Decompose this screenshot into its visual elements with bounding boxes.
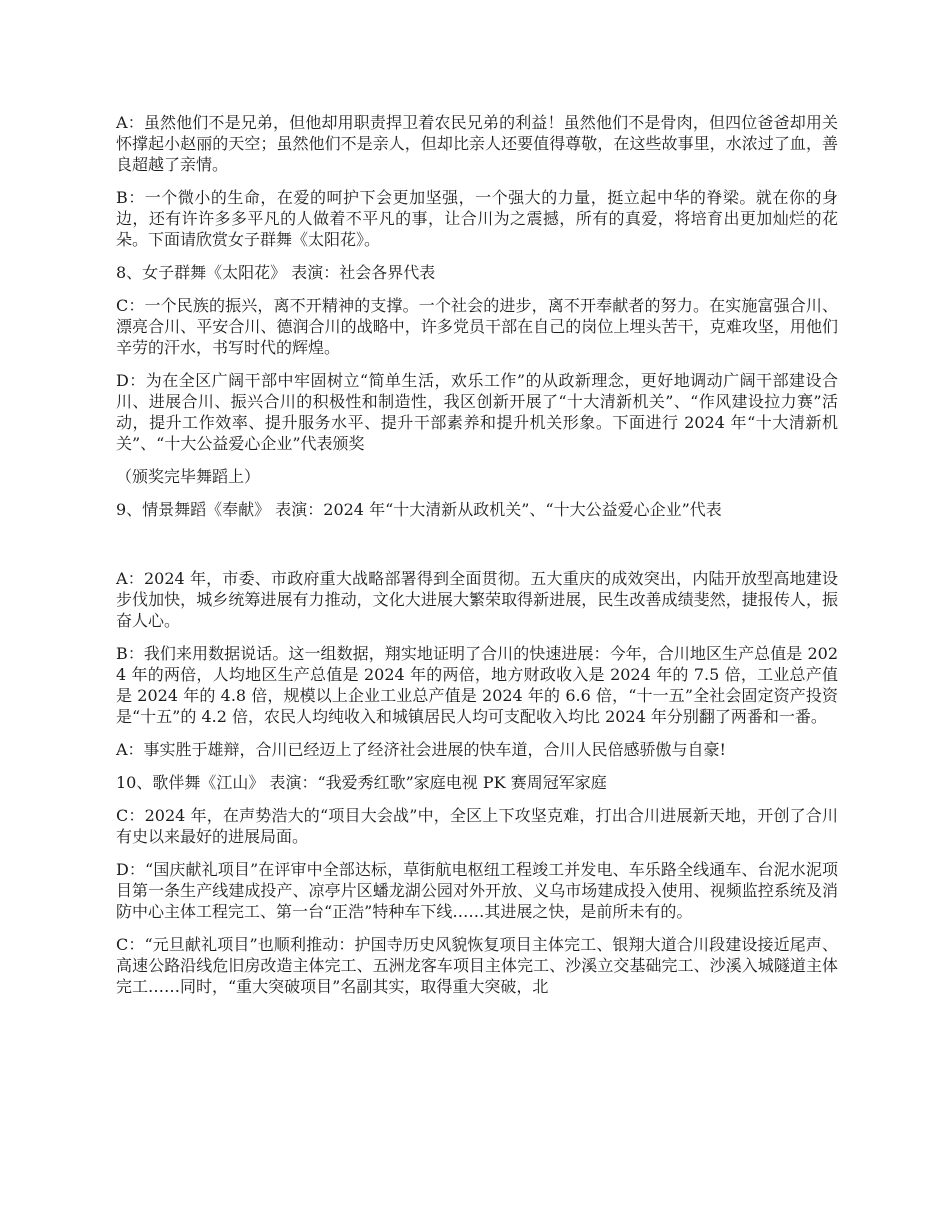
document-body	[116, 112, 838, 1009]
paragraph-d-national-day: D：“国庆献礼项目”在评审中全部达标，草街航电枢纽工程竣工并发电、车乐路全线通车、台泥水泥项目第一条生产线建成投产、凉亭片区蟠龙湖公园对外开放、义乌市场建成投入使用、视频监控系统及消防中心主体工程完工、第一台“正浩”特种车下线……其进展之快，是前所未有的。	[116, 860, 838, 921]
stage-direction: （颁奖完毕舞蹈上）	[116, 467, 261, 486]
program-item-10: 10、歌伴舞《江山》 表演：“我爱秀红歌”家庭电视 PK 赛周冠军家庭	[116, 773, 607, 792]
paragraph-c-projects: C：2024 年，在声势浩大的“项目大会战”中，全区上下攻坚克难，打出合川进展新天地，开创了合川有史以来最好的进展局面。	[116, 806, 838, 846]
paragraph-a-strategy: A：2024 年，市委、市政府重大战略部署得到全面贯彻。五大重庆的成效突出，内陆开放型高地建设步伐加快，城乡统筹进展有力推动，文化大进展大繁荣取得新进展，民生改善成绩斐然，捷报传人，振奋人心。	[116, 569, 838, 630]
program-item-9: 9、情景舞蹈《奉献》 表演：2024 年“十大清新从政机关”、“十大公益爱心企业”代表	[116, 500, 722, 519]
program-item-8: 8、女子群舞《太阳花》 表演：社会各界代表	[116, 263, 436, 282]
paragraph-b-life: B：一个微小的生命，在爱的呵护下会更加坚强，一个强大的力量，挺立起中华的脊梁。就在你的身边，还有许许多多平凡的人做着不平凡的事，让合川为之震撼，所有的真爱，将培育出更加灿烂的花朵。下面请欣赏女子群舞《太阳花》。	[116, 188, 838, 249]
paragraph-d-cadres: D：为在全区广阔干部中牢固树立“简单生活，欢乐工作”的从政新理念，更好地调动广阔干部建设合川、进展合川、振兴合川的积极性和制造性，我区创新开展了“十大清新机关”、“作风建设拉力赛”活动，提升工作效率、提升服务水平、提升干部素养和提升机关形象。下面进行 2024 年“十大清新机关”、“十大公益爱心企业”代表颁奖	[116, 371, 838, 453]
paragraph-b-statistics: B：我们来用数据说话。这一组数据，翔实地证明了合川的快速进展：今年，合川地区生产总值是 2024 年的两倍，人均地区生产总值是 2024 年的两倍，地方财政收入是 2024 年的 7.5 倍，工业总产值是 2024 年的 4.8 倍，规模以上企业工业总产值是 2024 年的 6.6 倍，“十一五”全社会固定资产投资是“十五”的 4.2 倍，农民人均纯收入和城镇居民人均可支配收入均比 2024 年分别翻了两番和一番。	[116, 644, 838, 726]
paragraph-c-new-year: C：“元旦献礼项目”也顺利推动：护国寺历史风貌恢复项目主体完工、银翔大道合川段建设接近尾声、高速公路沿线危旧房改造主体完工、五洲龙客车项目主体完工、沙溪立交基础完工、沙溪入城隧道主体完工……同时，“重大突破项目”名副其实，取得重大突破，北	[116, 935, 838, 996]
paragraph-a-brothers: A：虽然他们不是兄弟，但他却用职责捍卫着农民兄弟的利益！虽然他们不是骨肉，但四位爸爸却用关怀撑起小赵丽的天空；虽然他们不是亲人，但却比亲人还要值得尊敬，在这些故事里，水浓过了血，善良超越了亲情。	[116, 113, 838, 174]
paragraph-a-facts: A：事实胜于雄辩，合川已经迈上了经济社会进展的快车道，合川人民倍感骄傲与自豪!	[116, 740, 726, 759]
blank-gap	[116, 532, 838, 568]
paragraph-c-nation: C：一个民族的振兴，离不开精神的支撑。一个社会的进步，离不开奉献者的努力。在实施富强合川、漂亮合川、平安合川、德润合川的战略中，许多党员干部在自己的岗位上埋头苦干，克难攻坚，用他们辛劳的汗水，书写时代的辉煌。	[116, 296, 838, 357]
